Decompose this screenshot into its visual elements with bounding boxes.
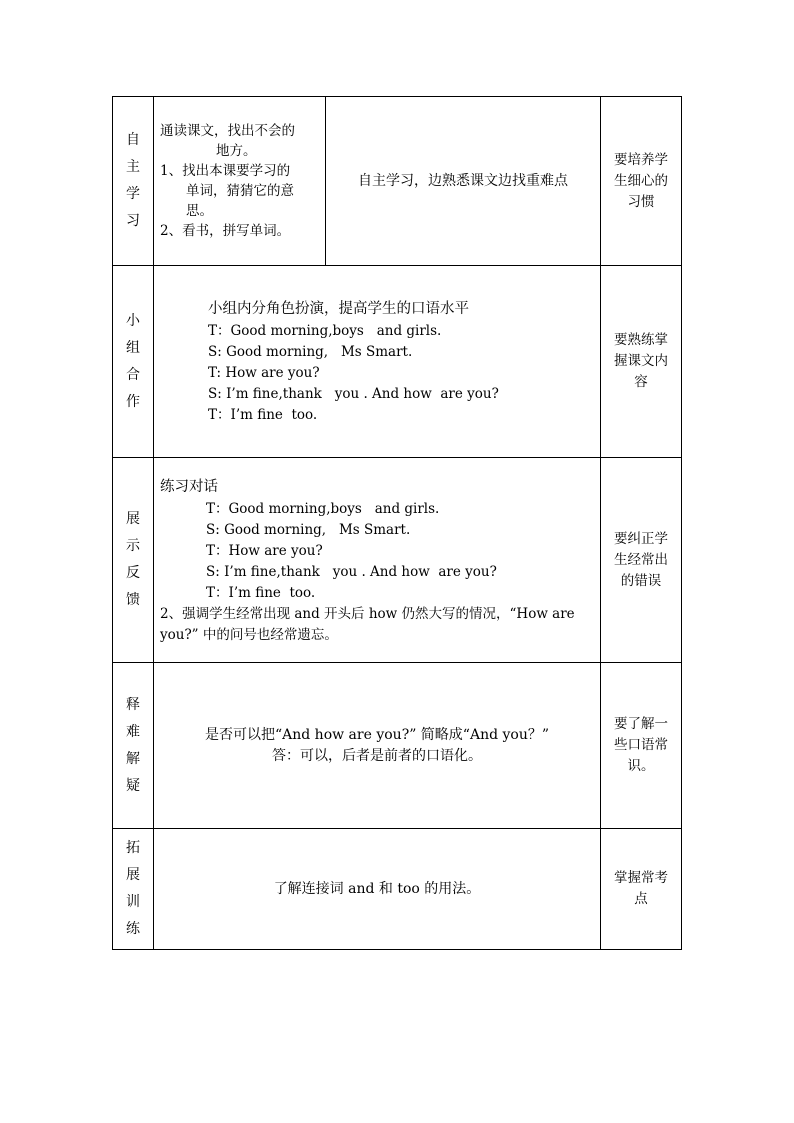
row-note: 要培养学 生细心的 习惯 bbox=[601, 97, 682, 266]
feedback-dialogue: 练习对话 T：Good morning,boys and girls. S: Good morning, Ms Smart. T：How are you? S: I’m fine,thank you . And how are you? T：I’m fine too. 2、强调学生经常出现 and 开头后 how 仍然大写的情况，“How are you?” 中的问号也经常遗忘。 bbox=[154, 458, 601, 663]
row-note: 掌握常考 点 bbox=[601, 829, 682, 950]
row-presentation-feedback bbox=[113, 458, 682, 663]
row-label: 小 组 合 作 bbox=[113, 266, 154, 458]
clarify-content: 是否可以把“And how are you?” 简略成“And you？” 答：可以，后者是前者的口语化。 bbox=[154, 663, 601, 829]
row-group-work bbox=[113, 266, 682, 458]
lesson-plan-table bbox=[112, 96, 682, 950]
row-note: 要了解一 些口语常 识。 bbox=[601, 663, 682, 829]
self-study-description: 自主学习，边熟悉课文边找重难点 bbox=[326, 97, 601, 266]
row-label: 展 示 反 馈 bbox=[113, 458, 154, 663]
row-note: 要熟练掌 握课文内 容 bbox=[601, 266, 682, 458]
row-label: 释 难 解 疑 bbox=[113, 663, 154, 829]
row-self-study bbox=[113, 97, 682, 266]
row-label: 拓 展 训 练 bbox=[113, 829, 154, 950]
self-study-steps: 通读课文，找出不会的 地方。 1、找出本课要学习的 单词，猜猜它的意 思。 2、看书，拼写单词。 bbox=[154, 97, 326, 266]
row-clarify-doubts bbox=[113, 663, 682, 829]
row-extension-training bbox=[113, 829, 682, 950]
group-work-dialogue: 小组内分角色扮演，提高学生的口语水平 T：Good morning,boys and girls. S: Good morning, Ms Smart. T: How are you? S: I’m fine,thank you . And how are you? T：I’m fine too. bbox=[154, 266, 601, 458]
row-note: 要纠正学 生经常出 的错误 bbox=[601, 458, 682, 663]
extension-content: 了解连接词 and 和 too 的用法。 bbox=[154, 829, 601, 950]
row-label: 自 主 学 习 bbox=[113, 97, 154, 266]
